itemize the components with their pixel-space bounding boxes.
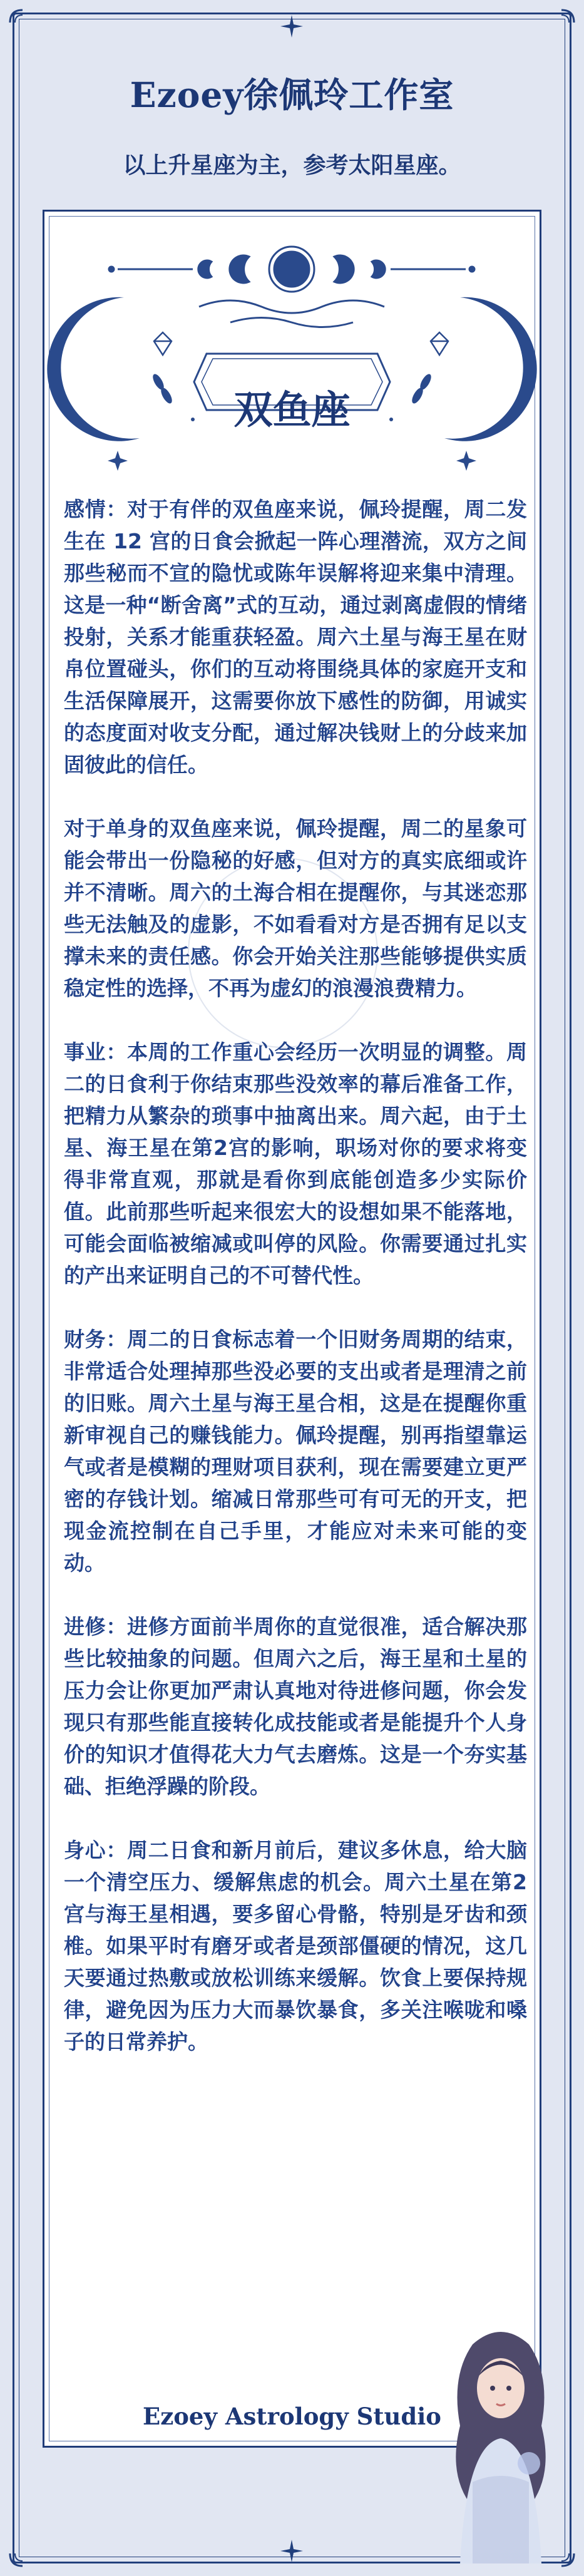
- horoscope-body: [64, 493, 527, 2090]
- corner-ornament-icon: [548, 9, 575, 36]
- corner-ornament-icon: [9, 9, 36, 36]
- finance-paragraph: 财务：周二的日食标志着一个旧财务周期的结束，非常适合处理掉那些没必要的支出或者是理清之前的旧账。周六土星与海王星合相，这是在提醒你重新审视自己的赚钱能力。佩玲提醒，别再指望靠运气或者是模糊的理财项目获利，现在需要建立更严密的存钱计划。缩减日常那些可有可无的开支，把现金流控制在自己手里，才能应对未来可能的变动。: [64, 1327, 527, 1575]
- study-paragraph: 进修：进修方面前半周你的直觉很准，适合解决那些比较抽象的问题。但周六之后，海王星和土星的压力会让你更加严肃认真地对待进修问题，你会发现只有那些能直接转化成技能或者是能提升个人身价的知识才值得花大力气去磨炼。这是一个夯实基础、拒绝浮躁的阶段。: [64, 1614, 527, 1799]
- studio-footer: Ezoey Astrology Studio: [143, 2403, 441, 2430]
- career-paragraph: 事业：本周的工作重心会经历一次明显的调整。周二的日食利于你结束那些没效率的幕后准备工作，把精力从繁杂的琐事中抽离出来。周六起，由于土星、海王星在第2宫的影响，职场对你的要求将变得非常直观，那就是看你到底能创造多少实际价值。此前那些听起来很宏大的设想如果不能落地，可能会面临被缩减或叫停的风险。你需要通过扎实的产出来证明自己的不可替代性。: [64, 1040, 527, 1288]
- single-paragraph: 对于单身的双鱼座来说，佩玲提醒，周二的星象可能会带出一份隐秘的好感，但对方的真实底细或许并不清晰。周六的土海合相在提醒你，与其迷恋那些无法触及的虚影，不如看看对方是否拥有足以支撑未来的责任感。你会开始关注那些能够提供实质稳定性的选择，不再为虚幻的浪漫浪费精力。: [64, 816, 527, 1000]
- moon-ornament-icon: [43, 213, 541, 488]
- corner-ornament-icon: [9, 2540, 36, 2567]
- studio-title: Ezoey徐佩玲工作室: [130, 74, 454, 115]
- star-icon: [279, 2538, 304, 2563]
- subtitle: 以上升星座为主，参考太阳星座。: [123, 153, 461, 178]
- portrait-illustration: [435, 2319, 566, 2563]
- zodiac-sign-title: 双鱼座: [233, 387, 351, 433]
- health-paragraph: 身心：周二日食和新月前后，建议多休息，给大脑一个清空压力、缓解焦虑的机会。周六土星在第2宫与海王星相遇，要多留心骨骼，特别是牙齿和颈椎。如果平时有磨牙或者是颈部僵硬的情况，这几天要通过热敷或放松训练来缓解。饮食上要保持规律，避免因为压力大而暴饮暴食，多关注喉咙和嗓子的日常养护。: [64, 1838, 527, 2054]
- love-paragraph: 感情：对于有伴的双鱼座来说，佩玲提醒，周二发生在 12 宫的日食会掀起一阵心理潜流，双方之间那些秘而不宣的隐忧或陈年误解将迎来集中清理。这是一种“断舍离”式的互动，通过剥离虚假的情绪投射，关系才能重获轻盈。周六土星与海王星在财帛位置碰头，你们的互动将围绕具体的家庭开支和生活保障展开，这需要你放下感性的防御，用诚实的态度面对收支分配，通过解决钱财上的分歧来加固彼此的信任。: [64, 497, 527, 777]
- star-icon: [279, 14, 304, 39]
